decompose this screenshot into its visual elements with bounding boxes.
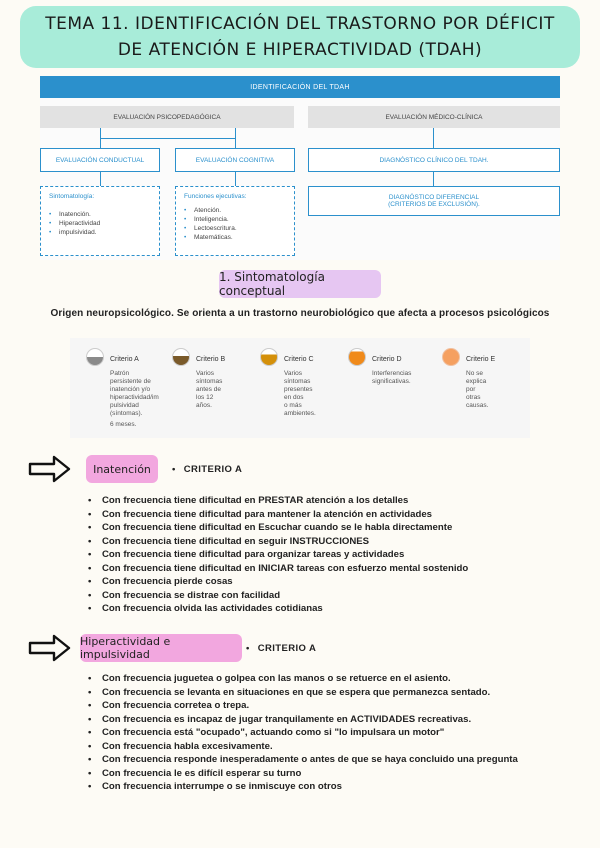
criterion-label: Criterio D <box>372 356 402 363</box>
criterion-label: Criterio B <box>196 356 226 363</box>
list-item: • Con frecuencia tiene dificultad para organizar tareas y actividades <box>88 548 468 562</box>
arrow-right-icon <box>28 454 72 484</box>
criterion-label: Criterio A <box>110 356 139 363</box>
criterio-tag: • CRITERIO A <box>246 643 316 654</box>
criterion-desc: Patrón persistente de inatención y/o hiperactividad/im pulsividad (síntomas). 6 meses. <box>110 370 159 428</box>
hiperactividad-list <box>88 672 518 794</box>
list-item: • Inteligencia. <box>184 215 286 224</box>
hiperactividad-heading: Hiperactividad e impulsividad <box>80 634 242 662</box>
criterion-desc: No se explica por otras causas. <box>466 370 489 409</box>
diagram-header: IDENTIFICACIÓN DEL TDAH <box>40 76 560 98</box>
criteria-strip <box>70 338 530 438</box>
circle-icon <box>172 348 190 366</box>
diag-dif-line2: (CRITERIOS DE EXCLUSIÓN). <box>388 201 480 208</box>
list-item: • Con frecuencia se distrae con facilidad <box>88 589 468 603</box>
conductual-box: EVALUACIÓN CONDUCTUAL <box>40 148 160 172</box>
list-item: • Con frecuencia tiene dificultad en Escuchar cuando se le habla directamente <box>88 521 468 535</box>
list-item: • Con frecuencia habla excesivamente. <box>88 740 518 754</box>
arrow-right-icon <box>28 633 72 663</box>
list-item: • Con frecuencia responde inesperadamente o antes de que se haya concluido una pregunta <box>88 753 518 767</box>
list-item: • Lectoescritura. <box>184 224 286 233</box>
diagnostico-diferencial-box <box>308 186 560 216</box>
sintomatologia-box <box>40 186 160 256</box>
origin-text: Origen neuropsicológico. Se orienta a un trastorno neurobiológico que afecta a procesos psicológicos <box>50 308 550 319</box>
circle-icon <box>86 348 104 366</box>
list-item: • Con frecuencia tiene dificultad en PRESTAR atención a los detalles <box>88 494 468 508</box>
list-item: • Con frecuencia olvida las actividades cotidianas <box>88 602 468 616</box>
page-title: TEMA 11. IDENTIFICACIÓN DEL TRASTORNO POR DÉFICIT DE ATENCIÓN E HIPERACTIVIDAD (TDAH) <box>45 14 555 60</box>
circle-icon <box>348 348 366 366</box>
list-item: • Con frecuencia interrumpe o se inmiscuye con otros <box>88 780 518 794</box>
sintomatologia-heading: Sintomatología: <box>49 193 95 200</box>
inatencion-list <box>88 494 468 616</box>
section-heading: 1. Sintomatología conceptual <box>219 270 381 298</box>
list-item: • Con frecuencia juguetea o golpea con las manos o se retuerce en el asiento. <box>88 672 518 686</box>
list-item: • Con frecuencia es incapaz de jugar tranquilamente en ACTIVIDADES recreativas. <box>88 713 518 727</box>
list-item: • Con frecuencia corretea o trepa. <box>88 699 518 713</box>
list-item: • Con frecuencia tiene dificultad para mantener la atención en actividades <box>88 508 468 522</box>
cognitiva-box: EVALUACIÓN COGNITIVA <box>175 148 295 172</box>
list-item: • Con frecuencia le es difícil esperar su turno <box>88 767 518 781</box>
circle-icon <box>442 348 460 366</box>
inatencion-heading: Inatención <box>86 455 158 483</box>
list-item: • Inatención. <box>49 210 151 219</box>
funciones-heading: Funciones ejecutivas: <box>184 193 247 200</box>
tdah-diagram <box>40 76 560 260</box>
page-title-box <box>20 6 580 68</box>
psicopedagogica-box: EVALUACIÓN PSICOPEDAGÓGICA <box>40 106 294 128</box>
list-item: • Con frecuencia está "ocupado", actuando como si "lo impulsara un motor" <box>88 726 518 740</box>
circle-icon <box>260 348 278 366</box>
criterion-label: Criterio C <box>284 356 314 363</box>
list-item: • Matemáticas. <box>184 233 286 242</box>
list-item: • impulsividad. <box>49 228 151 237</box>
criterion-desc: Interferencias significativas. <box>372 370 412 385</box>
diagnostico-clinico-box: DIAGNÓSTICO CLÍNICO DEL TDAH. <box>308 148 560 172</box>
list-item: • Con frecuencia tiene dificultad en seguir INSTRUCCIONES <box>88 535 468 549</box>
list-item: • Atención. <box>184 206 286 215</box>
list-item: • Con frecuencia pierde cosas <box>88 575 468 589</box>
list-item: • Con frecuencia se levanta en situaciones en que se espera que permanezca sentado. <box>88 686 518 700</box>
medico-clinica-box: EVALUACIÓN MÉDICO-CLÍNICA <box>308 106 560 128</box>
funciones-ejecutivas-box <box>175 186 295 256</box>
list-item: • Hiperactividad <box>49 219 151 228</box>
criterion-desc: Varios síntomas presentes en dos o más ambientes. <box>284 370 316 417</box>
criterion-desc: Varios síntomas antes de los 12 años. <box>196 370 223 409</box>
diag-dif-line1: DIAGNÓSTICO DIFERENCIAL <box>388 194 480 201</box>
list-item: • Con frecuencia tiene dificultad en INICIAR tareas con esfuerzo mental sostenido <box>88 562 468 576</box>
criterio-tag: • CRITERIO A <box>172 464 242 475</box>
criterion-label: Criterio E <box>466 356 496 363</box>
